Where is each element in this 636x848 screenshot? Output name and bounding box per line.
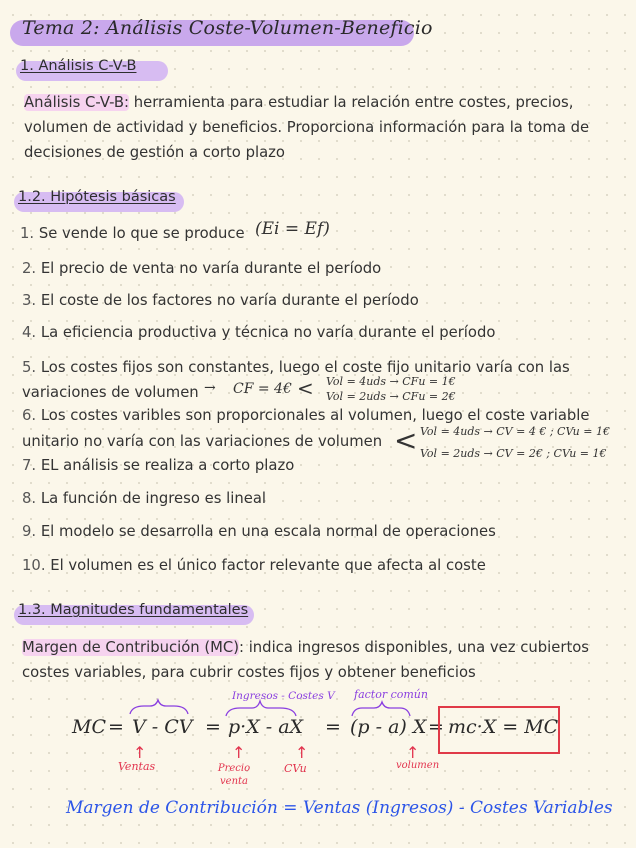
item1-note: (Ei = Ef): [255, 219, 330, 239]
brace-icon: <: [394, 424, 418, 457]
hypothesis-item-10: 10. El volumen es el único factor relevante que afecta al coste: [22, 557, 486, 574]
formula-v-cv: V - CV: [132, 716, 193, 738]
item6-line2: unitario no varía con las variaciones de volumen: [22, 433, 383, 450]
arrow-up-icon: ↑: [406, 743, 420, 762]
hypothesis-item-7: 7. EL análisis se realiza a corto plazo: [22, 457, 295, 474]
formula-eq-3: =: [325, 716, 341, 738]
formula-eq-1: =: [108, 716, 124, 738]
label-precio: Precio venta: [217, 763, 251, 787]
s3-line2: costes variables, para cubrir costes fijos y obtener beneficios: [22, 664, 476, 681]
label-ingresos: Ingresos - Costes V: [232, 690, 335, 702]
s1-line1-text: herramienta para estudiar la relación entre costes, precios,: [129, 94, 574, 111]
formula-eq-4: =: [428, 716, 444, 738]
formula-box-text: mc·X = MC: [448, 716, 559, 738]
hypothesis-item-3: 3. El coste de los factores no varía durante el período: [22, 292, 419, 309]
hypothesis-item-2: 2. El precio de venta no varía durante el período: [22, 260, 382, 277]
s1-line3: decisiones de gestión a corto plazo: [24, 144, 285, 161]
formula-pa-x: (p - a) X: [350, 716, 427, 738]
formula-eq-2: =: [205, 716, 221, 738]
section-2-heading: 1.2. Hipótesis básicas: [18, 189, 176, 205]
item5-note-a: Vol = 4uds → CFu = 1€: [326, 375, 456, 388]
item5-line2: variaciones de volumen: [22, 384, 199, 401]
s3-line1-text: : indica ingresos disponibles, una vez cubiertos: [239, 639, 590, 656]
hypothesis-item-5: 5. Los costes fijos son constantes, luego el coste fijo unitario varía con las: [22, 359, 570, 376]
section-1-heading: 1. Análisis C-V-B: [20, 58, 137, 74]
s1-term: Análisis C-V-B:: [24, 94, 130, 111]
hypothesis-item-4: 4. La eficiencia productiva y técnica no varía durante el período: [22, 324, 496, 341]
item6-note-a: Vol = 4uds → CV = 4 € ; CVu = 1€: [420, 425, 610, 438]
arrow-up-icon: ↑: [133, 743, 147, 762]
arrow-right-icon: →: [204, 380, 216, 396]
s1-line2: volumen de actividad y beneficios. Proporciona información para la toma de: [24, 119, 590, 136]
formula-px-ax: p·X - aX: [228, 716, 304, 738]
label-factor: factor común: [354, 688, 428, 701]
hypothesis-item-8: 8. La función de ingreso es lineal: [22, 490, 266, 507]
item5-note-b: Vol = 2uds → CFu = 2€: [326, 390, 456, 403]
s3-term: Margen de Contribución (MC): [22, 639, 239, 656]
brace-icon: <: [297, 376, 314, 400]
item5-cf: CF = 4€: [233, 381, 292, 397]
summary-line: Margen de Contribución = Ventas (Ingresos) - Costes Variables: [66, 798, 613, 818]
arrow-up-icon: ↑: [232, 743, 246, 762]
hypothesis-item-1: 1. Se vende lo que se produce: [20, 225, 245, 242]
label-cvu: CVu: [284, 762, 307, 775]
label-volumen: volumen: [396, 760, 440, 771]
arrow-up-icon: ↑: [295, 743, 309, 762]
item6-note-b: Vol = 2uds → CV = 2€ ; CVu = 1€: [420, 447, 607, 460]
hypothesis-item-9: 9. El modelo se desarrolla en una escala normal de operaciones: [22, 523, 496, 540]
hypothesis-item-6: 6. Los costes varibles son proporcionales al volumen, luego el coste variable: [22, 407, 590, 424]
label-ventas: Ventas: [118, 760, 156, 773]
formula-mc: MC: [72, 716, 106, 738]
page-title: Tema 2: Análisis Coste-Volumen-Beneficio: [22, 17, 433, 39]
section-3-heading: 1.3. Magnitudes fundamentales: [18, 602, 249, 618]
